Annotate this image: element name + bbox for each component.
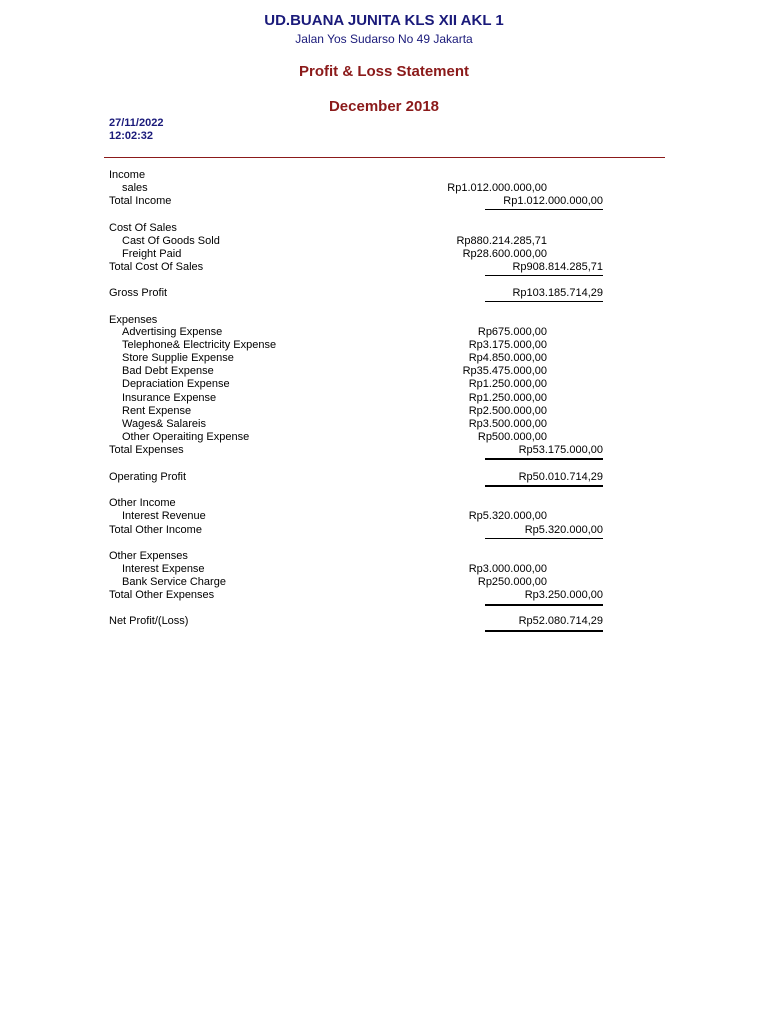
company-name: UD.BUANA JUNITA KLS XII AKL 1 — [264, 12, 504, 29]
other-expenses-heading: Other Expenses — [109, 550, 188, 562]
expense-item-value: Rp500.000,00 — [477, 431, 547, 443]
header-divider — [104, 157, 665, 158]
gross-profit-label: Gross Profit — [109, 287, 168, 299]
cost-of-goods-sold-value: Rp880.214.285,71 — [456, 235, 547, 247]
interest-revenue-label: Interest Revenue — [122, 510, 206, 522]
expense-item-value: Rp35.475.000,00 — [462, 365, 547, 377]
total-other-expenses-label: Total Other Expenses — [109, 589, 215, 601]
freight-paid-value: Rp28.600.000,00 — [462, 248, 547, 260]
total-other-income-label: Total Other Income — [109, 524, 202, 536]
income-heading: Income — [109, 169, 146, 181]
expense-item-label: Bad Debt Expense — [122, 365, 214, 377]
expense-item-value: Rp1.250.000,00 — [468, 378, 547, 390]
bank-service-charge-label: Bank Service Charge — [122, 576, 226, 588]
total-cost-of-sales-label: Total Cost Of Sales — [109, 261, 204, 273]
expense-item-label: Rent Expense — [122, 405, 192, 417]
operating-profit-value: Rp50.010.714,29 — [518, 471, 603, 483]
expense-item-label: Insurance Expense — [122, 392, 217, 404]
operating-profit-underline — [485, 485, 603, 487]
total-expenses-value: Rp53.175.000,00 — [518, 444, 603, 456]
total-cost-of-sales-underline — [485, 275, 603, 276]
expense-item-label: Wages& Salareis — [122, 418, 206, 430]
expense-item-value: Rp3.175.000,00 — [468, 339, 547, 351]
total-cost-of-sales-value: Rp908.814.285,71 — [512, 261, 603, 273]
gross-profit-value: Rp103.185.714,29 — [512, 287, 603, 299]
interest-expense-label: Interest Expense — [122, 563, 205, 575]
net-profit-underline — [485, 630, 603, 632]
net-profit-label: Net Profit/(Loss) — [109, 615, 189, 627]
total-expenses-label: Total Expenses — [109, 444, 184, 456]
expense-item-value: Rp2.500.000,00 — [468, 405, 547, 417]
report-title: Profit & Loss Statement — [298, 63, 470, 80]
total-other-expenses-underline — [485, 604, 603, 606]
expense-item-value: Rp1.250.000,00 — [468, 392, 547, 404]
total-other-income-underline — [485, 538, 603, 539]
other-income-heading: Other Income — [109, 497, 176, 509]
interest-expense-value: Rp3.000.000,00 — [468, 563, 547, 575]
freight-paid-label: Freight Paid — [122, 248, 182, 260]
expense-item-label: Advertising Expense — [122, 326, 223, 338]
total-other-income-value: Rp5.320.000,00 — [524, 524, 603, 536]
expense-item-label: Telephone& Electricity Expense — [122, 339, 277, 351]
expense-item-value: Rp4.850.000,00 — [468, 352, 547, 364]
total-income-value: Rp1.012.000.000,00 — [503, 195, 603, 207]
expense-item-label: Store Supplie Expense — [122, 352, 234, 364]
report-period: December 2018 — [328, 98, 440, 115]
expenses-heading: Expenses — [109, 314, 158, 326]
cost-of-sales-heading: Cost Of Sales — [109, 222, 177, 234]
total-expenses-underline — [485, 458, 603, 460]
bank-service-charge-value: Rp250.000,00 — [477, 576, 547, 588]
sales-label: sales — [122, 182, 148, 194]
operating-profit-label: Operating Profit — [109, 471, 187, 483]
total-income-underline — [485, 209, 603, 210]
total-other-expenses-value: Rp3.250.000,00 — [524, 589, 603, 601]
company-address: Jalan Yos Sudarso No 49 Jakarta — [295, 32, 473, 46]
expense-item-label: Depraciation Expense — [122, 378, 230, 390]
print-time: 12:02:32 — [109, 130, 154, 142]
sales-value: Rp1.012.000.000,00 — [447, 182, 547, 194]
total-income-label: Total Income — [109, 195, 172, 207]
cost-of-goods-sold-label: Cast Of Goods Sold — [122, 235, 220, 247]
expense-item-value: Rp3.500.000,00 — [468, 418, 547, 430]
expense-item-label: Other Operaiting Expense — [122, 431, 250, 443]
gross-profit-underline — [485, 301, 603, 302]
expense-item-value: Rp675.000,00 — [477, 326, 547, 338]
net-profit-value: Rp52.080.714,29 — [518, 615, 603, 627]
print-date: 27/11/2022 — [109, 117, 164, 129]
interest-revenue-value: Rp5.320.000,00 — [468, 510, 547, 522]
